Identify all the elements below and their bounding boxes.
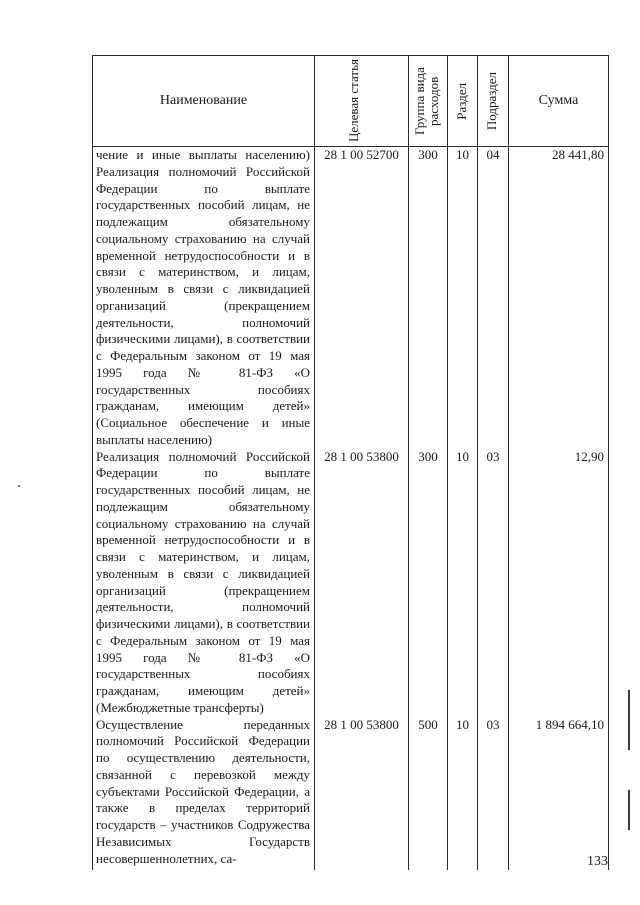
scan-edge-mark bbox=[628, 790, 630, 830]
row-subsection: 04 bbox=[478, 147, 509, 449]
header-target: Целевая статья bbox=[315, 56, 409, 147]
row-section: 10 bbox=[448, 147, 478, 449]
row-target: 28 1 00 53800 bbox=[315, 449, 409, 717]
table-header-row bbox=[93, 56, 609, 147]
row-group: 300 bbox=[409, 147, 448, 449]
row-target: 28 1 00 52700 bbox=[315, 147, 409, 449]
row-group: 500 bbox=[409, 717, 448, 870]
table-row bbox=[93, 449, 609, 717]
row-target: 28 1 00 53800 bbox=[315, 717, 409, 870]
scan-dot bbox=[18, 485, 20, 487]
budget-table bbox=[92, 55, 609, 870]
row-name: чение и иные выплаты населению) Реализация полномочий Российской Федерации по выплате государственных пособий лицам, не подлежащим обязательному социальному страхованию на случай временной нетрудоспособности и в связи с материнством, и лицам, уволенным в связи с ликвидацией организаций (прекращением деятельности, полномочий физическими лицами), в соответствии с Федеральным законом от 19 мая 1995 года № 81-ФЗ «О государственных пособиях гражданам, имеющим детей» (Социальное обеспечение и иные выплаты населению) bbox=[93, 147, 315, 449]
header-group: Группа вида расходов bbox=[409, 56, 448, 147]
header-subsection: Подраздел bbox=[478, 56, 509, 147]
row-amount: 1 894 664,10 bbox=[509, 717, 609, 870]
table-row bbox=[93, 147, 609, 449]
header-name: Наименование bbox=[93, 56, 315, 147]
row-subsection: 03 bbox=[478, 449, 509, 717]
table-row bbox=[93, 717, 609, 870]
row-group: 300 bbox=[409, 449, 448, 717]
row-section: 10 bbox=[448, 717, 478, 870]
row-name: Осуществление переданных полномочий Российской Федерации по осуществлению деятельности, связанной с перевозкой между субъектами Российской Федерации, а также в пределах территорий государств – участников Содружества Независимых Государств несовершеннолетних, са- bbox=[93, 717, 315, 870]
header-section: Раздел bbox=[448, 56, 478, 147]
scan-edge-mark bbox=[628, 690, 630, 750]
row-amount: 28 441,80 bbox=[509, 147, 609, 449]
row-amount: 12,90 bbox=[509, 449, 609, 717]
page-number: 133 bbox=[587, 854, 608, 869]
row-section: 10 bbox=[448, 449, 478, 717]
row-name: Реализация полномочий Российской Федерации по выплате государственных пособий лицам, не подлежащим обязательному социальному страхованию на случай временной нетрудоспособности и в связи с материнством, и лицам, уволенным в связи с ликвидацией организаций (прекращением деятельности, полномочий физическими лицами), в соответствии с Федеральным законом от 19 мая 1995 года № 81-ФЗ «О государственных пособиях гражданам, имеющим детей» (Межбюджетные трансферты) bbox=[93, 449, 315, 717]
row-subsection: 03 bbox=[478, 717, 509, 870]
header-amount: Сумма bbox=[509, 56, 609, 147]
